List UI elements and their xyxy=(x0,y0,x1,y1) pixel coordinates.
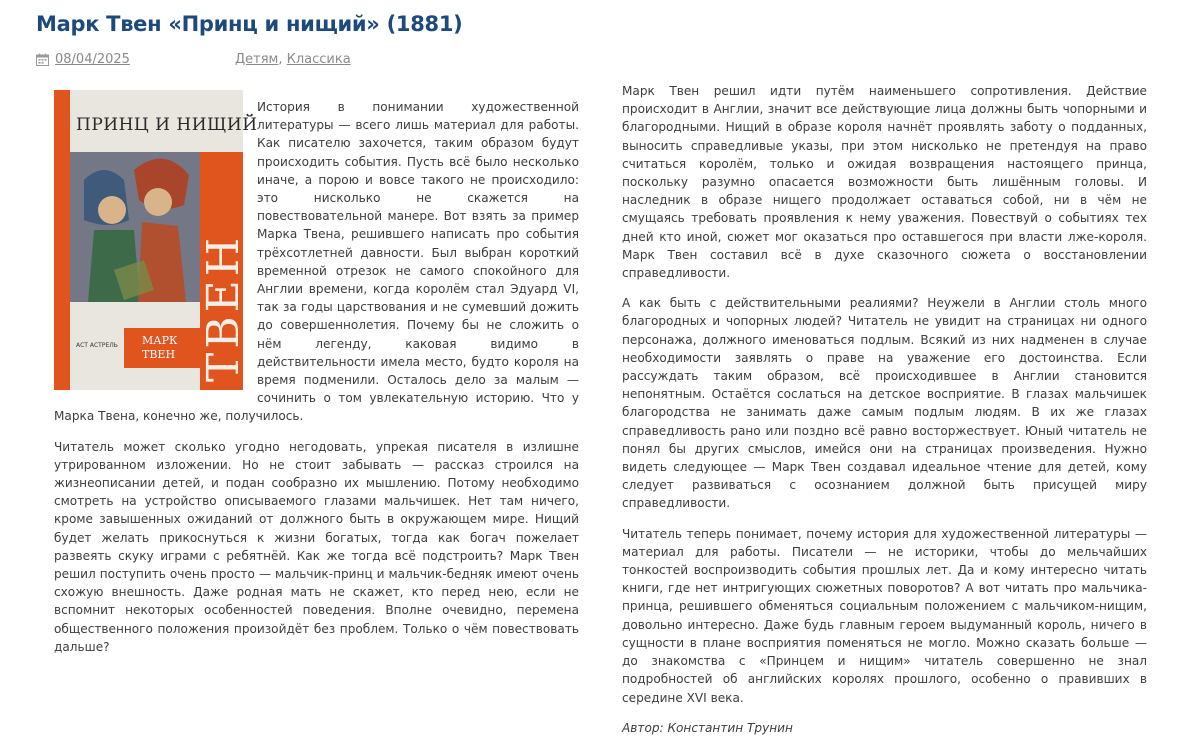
cover-publisher: АСТ АСТРЕЛЬ xyxy=(76,342,118,349)
post-date xyxy=(36,52,130,67)
book-cover-image[interactable] xyxy=(54,90,258,390)
article-title[interactable]: Марк Твен «Принц и нищий» (1881) xyxy=(36,12,463,36)
post-date-link[interactable]: 08/04/2025 xyxy=(55,52,130,67)
paragraph: Марк Твен решил идти путём наименьшего сопротивления. Действие происходит в Англии, значит все действующие лица должны быть чопорными и благородными. Нищий в образе короля начнёт проявлять заботу о подданных, выносить справедливые указы, при этом нисколько не претендуя на право считаться королём, только и ожидая возвращения настоящего принца, поскольку разумно опасается возможности быть лишённым головы. И наследник в образе нищего продолжает оставаться собой, ни в чём не смущаясь требовать проявления к нему уважения. Повествуй о событиях тех дней кто иной, сюжет мог оказаться про оставшегося при власти лже-короля. Марк Твен составил всё в духе сказочного сюжета о восстановлении справедливости. xyxy=(622,84,1147,281)
paragraph: Читатель может сколько угодно негодовать, упрекая писателя в излишне утрированном изложении. Но не стоит забывать — рассказ строился на жизнеописании детей, и подан сообразно их мышлению. Потому необходимо смотреть на устройство описываемого глазами мальчишек. Нет там ничего, кроме завышенных ожиданий от должного быть в окружающем мире. Нищий будет желать прикоснуться к жизни богатых, тогда как богач пожелает развеять скуку играми с ребятнёй. Как же тогда всё подстроить? Марк Твен решил поступить очень просто — мальчик-принц и мальчик-бедняк имеют очень схожую внешность. Даже родная мать не скажет, кто перед нею, если не вспомнит некоторых особенностей поведения. Вполне очевидно, перемена общественного положения произойдёт без проблем. Только о чём повествовать дальше? xyxy=(54,439,579,654)
author-line: Автор: Константин Трунин xyxy=(622,720,793,735)
cover-author-first: МАРК xyxy=(142,334,178,347)
category-link-children[interactable]: Детям xyxy=(235,52,279,67)
paragraph: А как быть с действительными реалиями? Неужели в Англии столь много благородных и чопорных людей? Читатель не увидит на страницах ни одного персонажа, должного именоваться подлым. Всякий из них надменен в случае необходимости заявлять о праве на уважение его достоинства. Если рассуждать таким образом, всё происходившее в Англии становится непонятным. Остаётся сослаться на детское восприятие. В глазах мальчишек благородства не занимать даже самым подлым людям. В их же глазах справедливость рано или поздно всё равно восторжествует. Юный читатель не понял бы других смыслов, имейся они на страницах произведения. Нужно видеть следующее — Марк Твен создавал идеальное чтение для детей, кому следует развиваться с осознанием должной быть присущей миру справедливости. xyxy=(622,296,1147,511)
right-column xyxy=(622,82,1147,749)
cover-author-last: ТВЕН xyxy=(142,348,176,361)
left-column xyxy=(54,98,579,656)
paragraph: История в понимании художественной литературы — всего лишь материал для работы. Как писателю захочется, таким образом будут происходить события. Пусть всё было несколько иначе, а порою и вовсе такого не происходило: это нисколько не скажется на повествовательной манере. Вот взять за пример Марка Твена, решившего написать про события трёхсотлетней давности. Был выбран короткий временной отрезок не самого спокойного для Англии времени, когда королём стал Эдуард VI, так за годы царствования и не сумевший дожить до совершеннолетия. Почему бы не сложить о нём легенду, каковая видимо в действительности имела место, будто короля на время подменили. Осталось дело за малым — сочинить о том увлекательную историю. Что у Марка Твена, конечно же, получилось. xyxy=(54,100,579,424)
category-link-classics[interactable]: Классика xyxy=(286,52,351,67)
paragraph: Читатель теперь понимает, почему история для художественной литературы — материал для работы. Писатели — не историки, чтобы до мельчайших тонкостей воспроизводить события прошлых лет. Да и кому интересно читать книги, где нет интригующих сюжетных поворотов? А вот читать про мальчика-принца, решившего обменяться социальным положением с мальчиком-нищим, довольно интересно. Даже будь главным героем выдуманный король, ничего в сущности в плане восприятия поменяться не могло. Можно сказать больше — до знакомства с «Принцем и нищим» читатель совершенно не знал подробностей об английских королях прошлого, особенно о правивших в середине XVI века. xyxy=(622,526,1147,705)
cover-big-letters-text: ТВЕН xyxy=(198,233,249,382)
cover-big-letters xyxy=(198,234,249,382)
post-categories xyxy=(235,52,351,67)
cover-title: ПРИНЦ И НИЩИЙ xyxy=(76,115,258,135)
calendar-icon xyxy=(36,53,49,66)
category-separator: , xyxy=(278,52,287,67)
